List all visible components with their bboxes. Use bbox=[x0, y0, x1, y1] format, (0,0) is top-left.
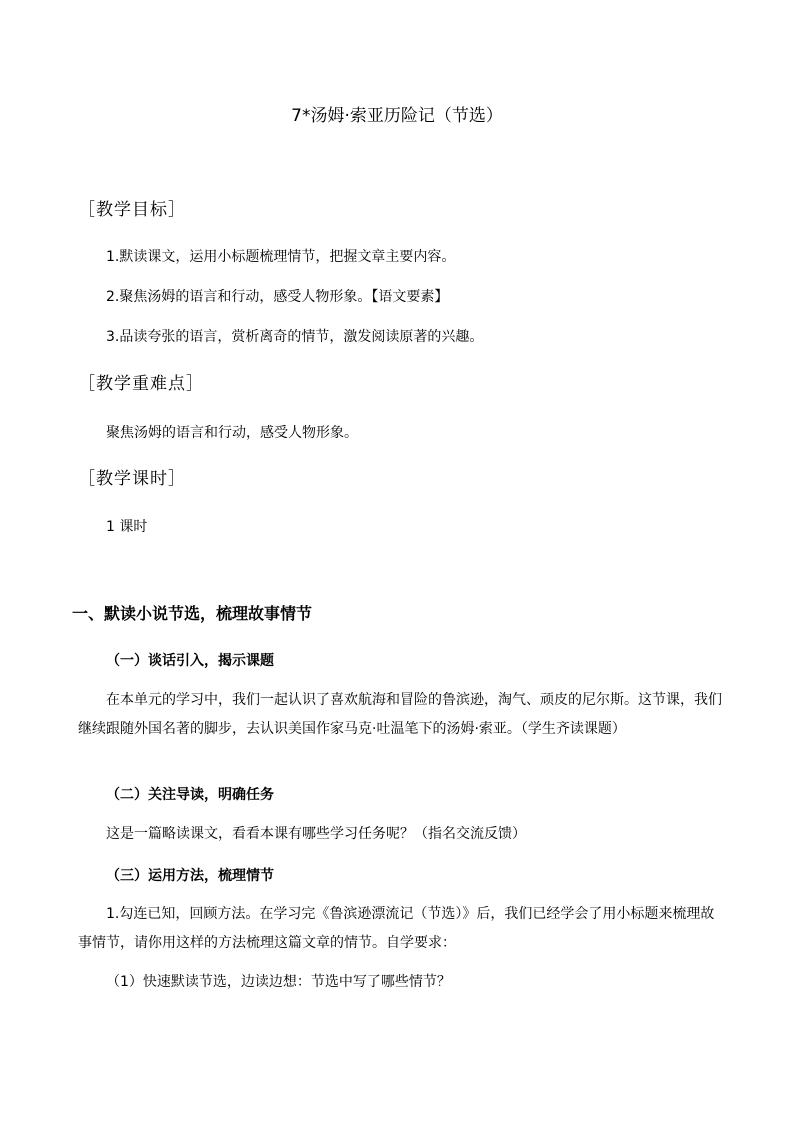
part1-heading: 一、默读小说节选，梳理故事情节 bbox=[72, 604, 313, 623]
goal-item: 2.聚焦汤姆的语言和行动，感受人物形象。【语文要素】 bbox=[106, 289, 449, 305]
step2-heading: （二）关注导读，明确任务 bbox=[106, 787, 274, 803]
key-points-text: 聚焦汤姆的语言和行动，感受人物形象。 bbox=[106, 425, 358, 441]
step1-text: 在本单元的学习中，我们一起认识了喜欢航海和冒险的鲁滨逊，淘气、顽皮的尼尔斯。这节课，我们继续跟随外国名著的脚步，去认识美国作家马克·吐温笔下的汤姆·索亚。（学生齐读课题） bbox=[78, 692, 722, 737]
step3-text: 1.勾连已知，回顾方法。在学习完《鲁滨逊漂流记（节选）》后，我们已经学会了用小标题来梳理故事情节，请你用这样的方法梳理这篇文章的情节。自学要求： bbox=[78, 906, 715, 951]
class-hours-text: 1 课时 bbox=[106, 519, 148, 535]
step3-heading: （三）运用方法，梳理情节 bbox=[106, 868, 274, 884]
step3-item: （1）快速默读节选，边读边想：节选中写了哪些情节？ bbox=[106, 974, 451, 990]
class-hours-heading: ［教学课时］ bbox=[78, 469, 186, 489]
goals-heading: ［教学目标］ bbox=[78, 200, 186, 220]
goal-item: 3.品读夸张的语言，赏析离奇的情节，激发阅读原著的兴趣。 bbox=[106, 329, 484, 345]
key-points-heading: ［教学重难点］ bbox=[78, 374, 204, 394]
step1-heading: （一）谈话引入，揭示课题 bbox=[106, 653, 274, 669]
document-title: 7*汤姆·索亚历险记（节选） bbox=[291, 106, 503, 126]
goal-item: 1.默读课文，运用小标题梳理情节，把握文章主要内容。 bbox=[106, 249, 456, 265]
step2-text: 这是一篇略读课文，看看本课有哪些学习任务呢？（指名交流反馈） bbox=[106, 826, 526, 842]
